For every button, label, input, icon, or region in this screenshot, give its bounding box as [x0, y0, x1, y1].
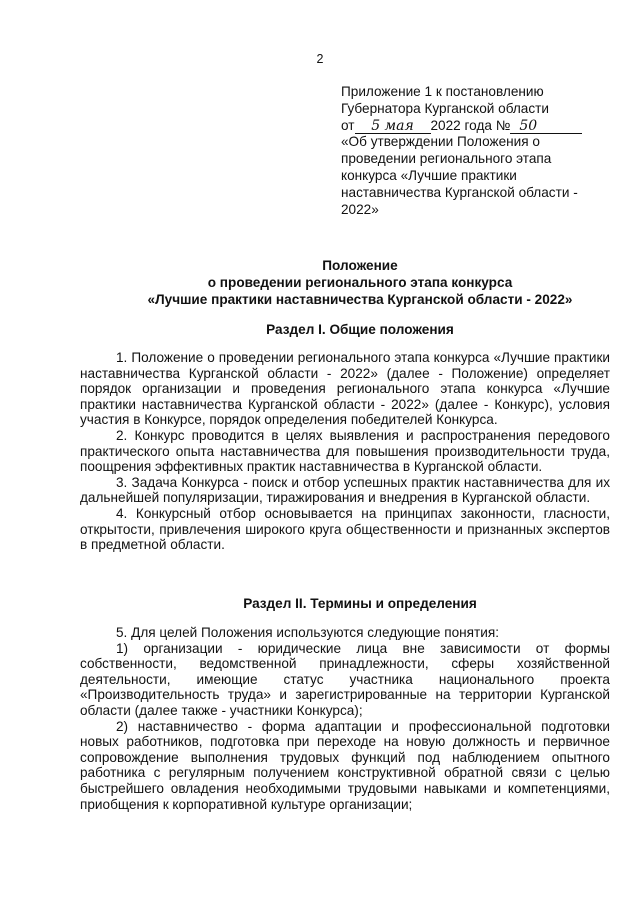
- appendix-line: Губернатора Курганской области: [341, 100, 549, 116]
- title-line: «Лучшие практики наставничества Курганской области - 2022»: [147, 291, 573, 307]
- section2-body: [80, 625, 610, 812]
- appendix-subject-line: проведении регионального этапа: [341, 151, 552, 167]
- paragraph: 2. Конкурс проводится в целях выявления и распространения передового практического опыта наставничества для повышения производительности труда, поощрения эффективных практик наставничества в Курганской области.: [80, 427, 610, 475]
- term-item: 1) организации - юридические лица вне зависимости от формы собственности, ведомственной принадлежности, сферы хозяйственной деятельности, имеющие статус участника национального проекта «Производительность труда» и зарегистрированные на территории Курганской области (далее также - участники Конкурса);: [80, 640, 610, 718]
- title-line: о проведении регионального этапа конкурса: [207, 274, 513, 290]
- appendix-block: [341, 84, 611, 218]
- paragraph: 5. Для целей Положения используются следующие понятия:: [116, 625, 499, 640]
- appendix-line: Приложение 1 к постановлению: [341, 84, 544, 99]
- appendix-subject-line: наставничества Курганской области -: [341, 184, 578, 200]
- date-prefix: от: [341, 117, 355, 133]
- appendix-subject-line: «Об утверждении Положения о: [341, 134, 540, 150]
- section1-body: [80, 350, 610, 553]
- paragraph: 4. Конкурсный отбор основывается на принципах законности, гласности, открытости, привлечения широкого круга общественности и признанных экспертов в предметной области.: [80, 505, 610, 553]
- handwritten-date: 5 мая: [371, 117, 414, 134]
- handwritten-number: 50: [519, 117, 538, 134]
- paragraph: 3. Задача Конкурса - поиск и отбор успешных практик наставничества для их дальнейшей популяризации, тиражирования и внедрения в Курганской области.: [80, 474, 610, 506]
- page-number: 2: [316, 52, 324, 66]
- appendix-date-line: [341, 118, 611, 135]
- title-line: Положение: [322, 258, 398, 273]
- appendix-subject-line: 2022»: [341, 201, 379, 217]
- section-heading: Раздел II. Термины и определения: [243, 596, 477, 611]
- document-title: [80, 258, 640, 308]
- paragraph: 1. Положение о проведении регионального этапа конкурса «Лучшие практики наставничества Курганской области - 2022» (далее - Положение) определяет порядок организации и проведения регионального этапа конкурса «Лучшие практики наставничества Курганской области - 2022» (далее - Конкурс), условия участия в Конкурсе, порядок определения победителей Конкурса.: [80, 350, 610, 428]
- section-heading: Раздел I. Общие положения: [266, 322, 454, 337]
- date-suffix: 2022 года №: [430, 117, 511, 133]
- term-item: 2) наставничество - форма адаптации и профессиональной подготовки новых работников, подготовка при переходе на новую должность и первичное сопровождение выполнения трудовых функций под наблюдением опытного работника с регулярным получением конструктивной обратной связи с целью быстрейшего овладения необходимыми трудовыми навыками и компетенциями, приобщения к корпоративной культуре организации;: [80, 718, 610, 812]
- appendix-subject-line: конкурса «Лучшие практики: [341, 167, 517, 183]
